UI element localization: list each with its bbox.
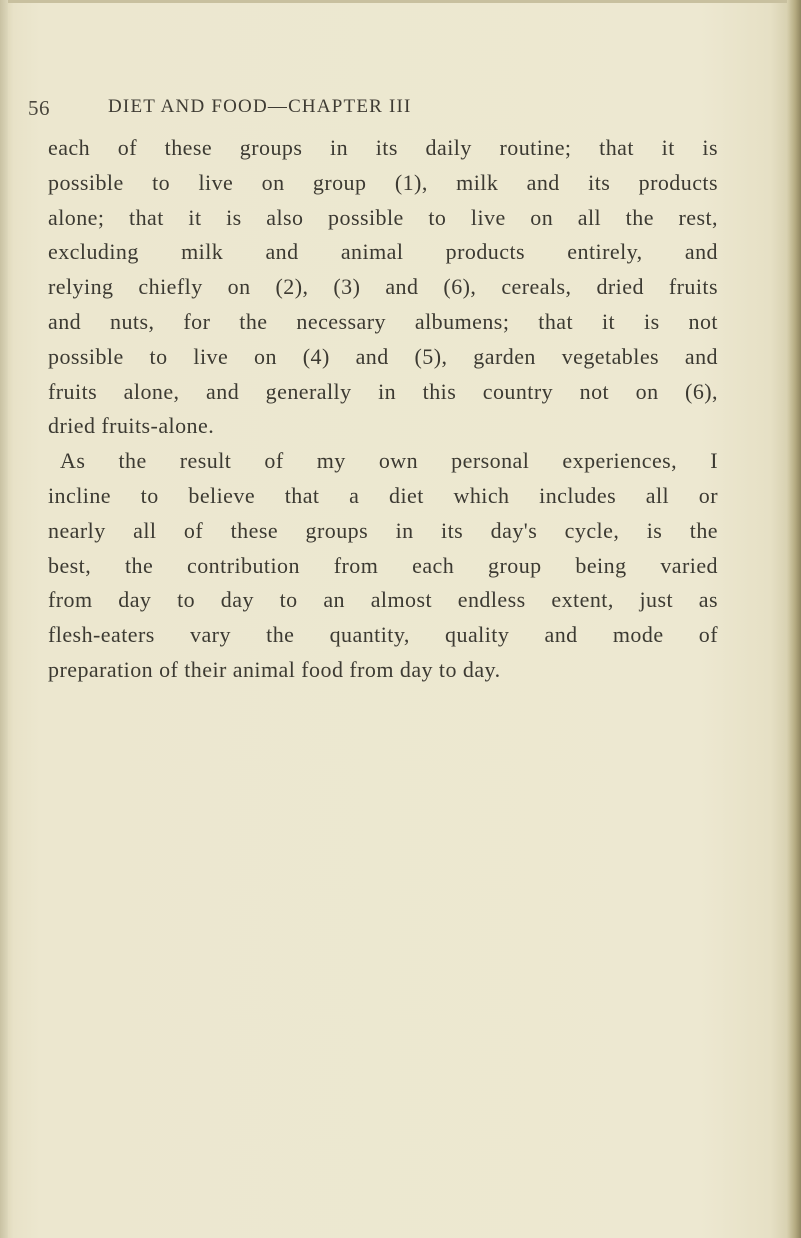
page-header [0,96,801,126]
text-line: possible to live on (4) and (5), garden vegetables and [48,343,718,369]
text-line: excluding milk and animal products entirely, and [48,239,718,265]
text-line: relying chiefly on (2), (3) and (6), cereals, dried fruits [48,274,718,300]
text-line: fruits alone, and generally in this country not on (6), [48,378,718,404]
paragraph-1 [48,131,718,444]
text-line: nearly all of these groups in its day's cycle, is the [48,517,718,543]
text-line: preparation of their animal food from day to day. [48,656,501,682]
text-line: As the result of my own personal experiences, I [60,448,718,474]
body-text [48,131,718,688]
text-line: each of these groups in its daily routine; that it is [48,135,718,160]
text-line: and nuts, for the necessary albumens; that it is not [48,308,718,334]
page-number: 56 [28,96,50,120]
top-edge [0,0,801,3]
text-line: dried fruits-alone. [48,413,215,439]
text-line: from day to day to an almost endless extent, just as [48,587,718,613]
text-line: best, the contribution from each group being varied [48,552,718,578]
running-head: DIET AND FOOD—CHAPTER III [108,96,412,117]
left-page-edge [0,0,8,1238]
paragraph-2 [48,444,718,688]
text-line: alone; that it is also possible to live on all the rest, [48,204,718,230]
text-line: flesh-eaters vary the quantity, quality and mode of [48,622,718,648]
right-page-edge [787,0,801,1238]
text-line: possible to live on group (1), milk and its products [48,169,718,195]
text-line: incline to believe that a diet which includes all or [48,482,718,508]
